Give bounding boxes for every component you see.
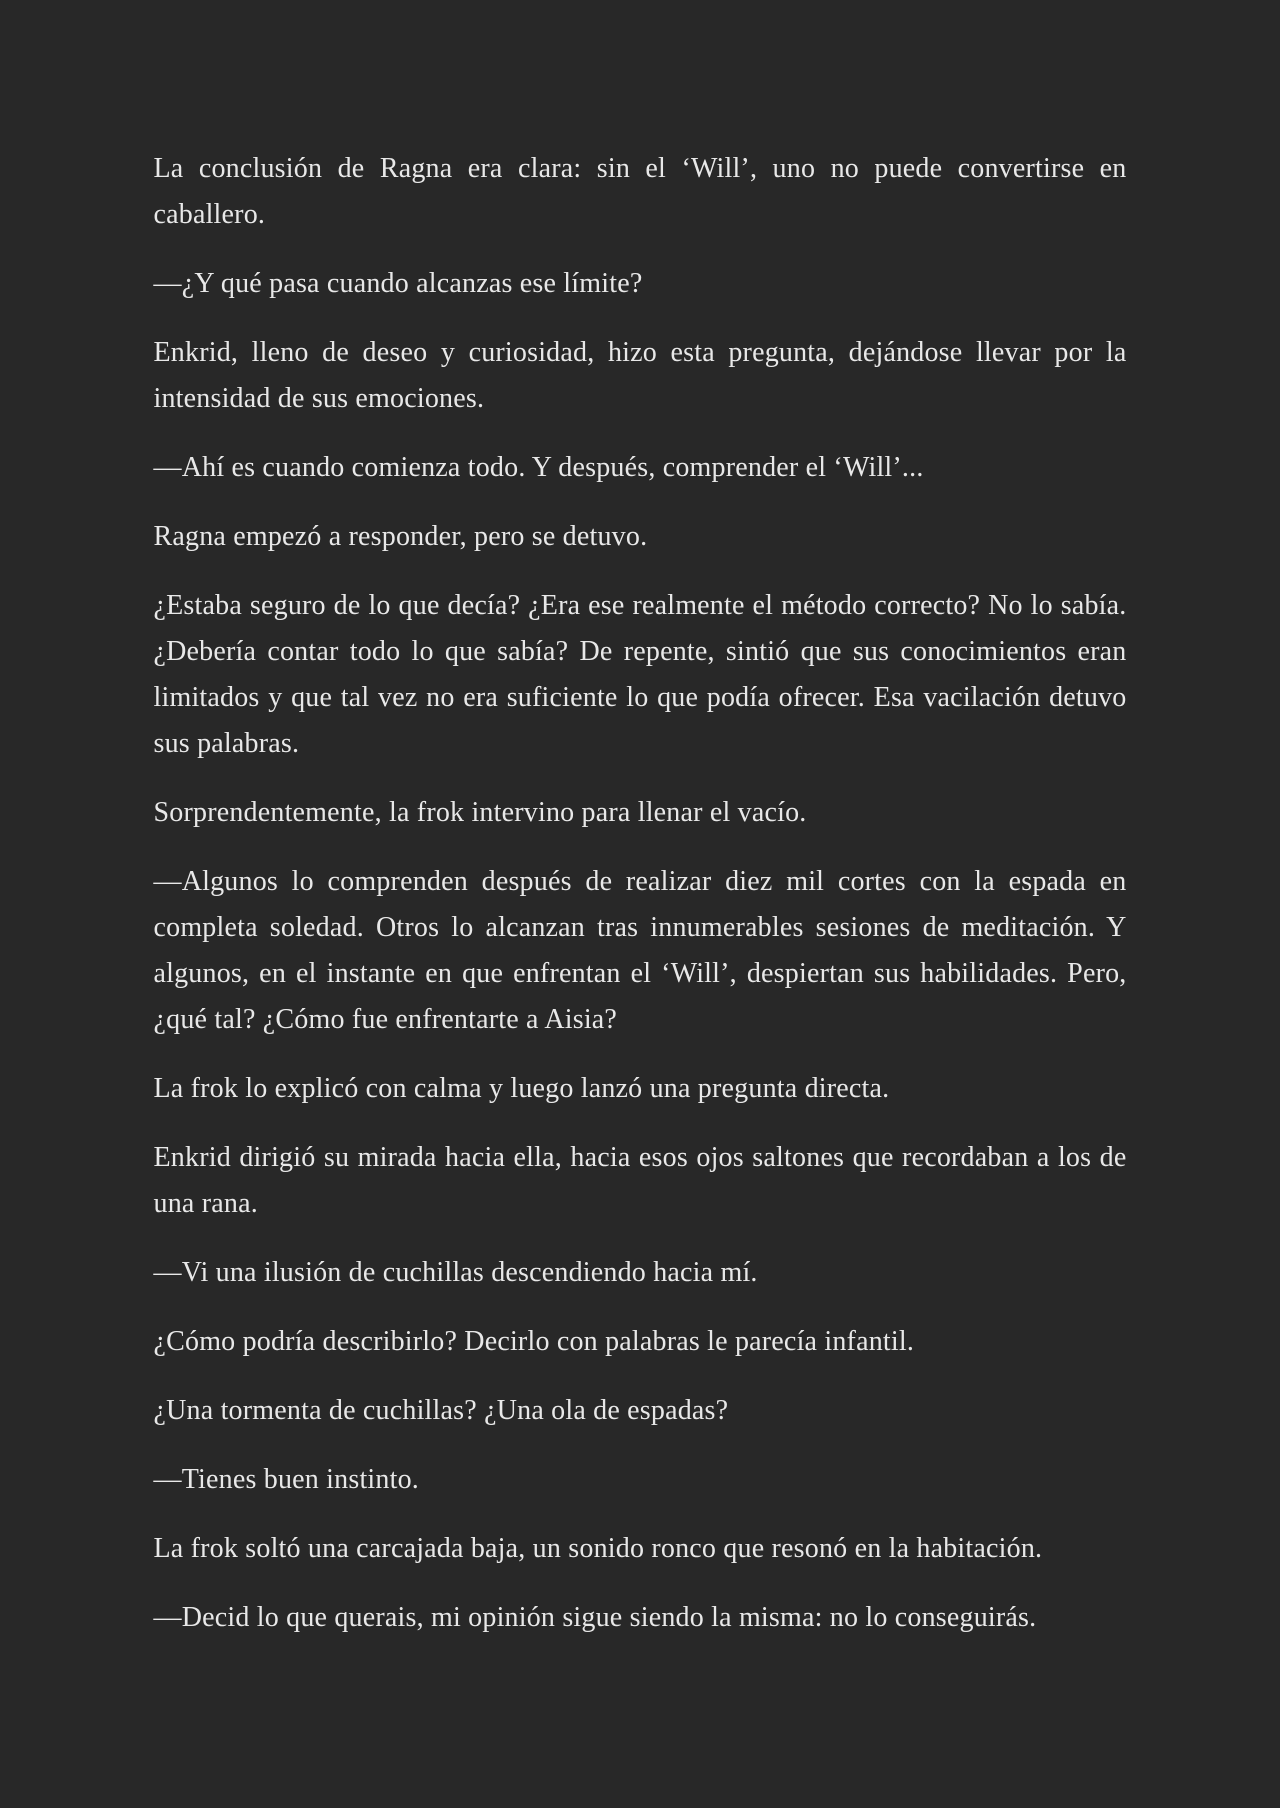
- paragraph: Ragna empezó a responder, pero se detuvo.: [153, 521, 648, 552]
- paragraph: Enkrid, lleno de deseo y curiosidad, hizo esta pregunta, dejándose llevar por la intensidad de sus emociones.: [153, 337, 1127, 414]
- paragraph: Enkrid dirigió su mirada hacia ella, hacia esos ojos saltones que recordaban a los de una rana.: [153, 1142, 1127, 1219]
- paragraph: —Vi una ilusión de cuchillas descendiendo hacia mí.: [153, 1257, 758, 1288]
- paragraph: Sorprendentemente, la frok intervino para llenar el vacío.: [153, 797, 807, 828]
- paragraph: ¿Una tormenta de cuchillas? ¿Una ola de espadas?: [153, 1395, 729, 1426]
- paragraph: ¿Cómo podría describirlo? Decirlo con palabras le parecía infantil.: [153, 1326, 915, 1357]
- paragraph: —Ahí es cuando comienza todo. Y después, comprender el ‘Will’...: [153, 452, 924, 483]
- paragraph: La conclusión de Ragna era clara: sin el ‘Will’, uno no puede convertirse en caballero.: [153, 153, 1127, 230]
- paragraph: —Decid lo que querais, mi opinión sigue siendo la misma: no lo conseguirás.: [153, 1602, 1037, 1633]
- chapter-text: [154, 0, 1127, 1641]
- paragraph: La frok soltó una carcajada baja, un sonido ronco que resonó en la habitación.: [153, 1533, 1043, 1564]
- paragraph: —Algunos lo comprenden después de realizar diez mil cortes con la espada en completa soledad. Otros lo alcanzan tras innumerables sesiones de meditación. Y algunos, en el instante en que enfrentan el ‘Will’, despiertan sus habilidades. Pero, ¿qué tal? ¿Cómo fue enfrentarte a Aisia?: [153, 866, 1127, 1035]
- paragraph: La frok lo explicó con calma y luego lanzó una pregunta directa.: [153, 1073, 890, 1104]
- paragraph: —Tienes buen instinto.: [153, 1464, 419, 1495]
- paragraph: —¿Y qué pasa cuando alcanzas ese límite?: [153, 268, 643, 299]
- paragraph: ¿Estaba seguro de lo que decía? ¿Era ese realmente el método correcto? No lo sabía. ¿Debería contar todo lo que sabía? De repente, sintió que sus conocimientos eran limitados y que tal vez no era suficiente lo que podía ofrecer. Esa vacilación detuvo sus palabras.: [153, 590, 1127, 759]
